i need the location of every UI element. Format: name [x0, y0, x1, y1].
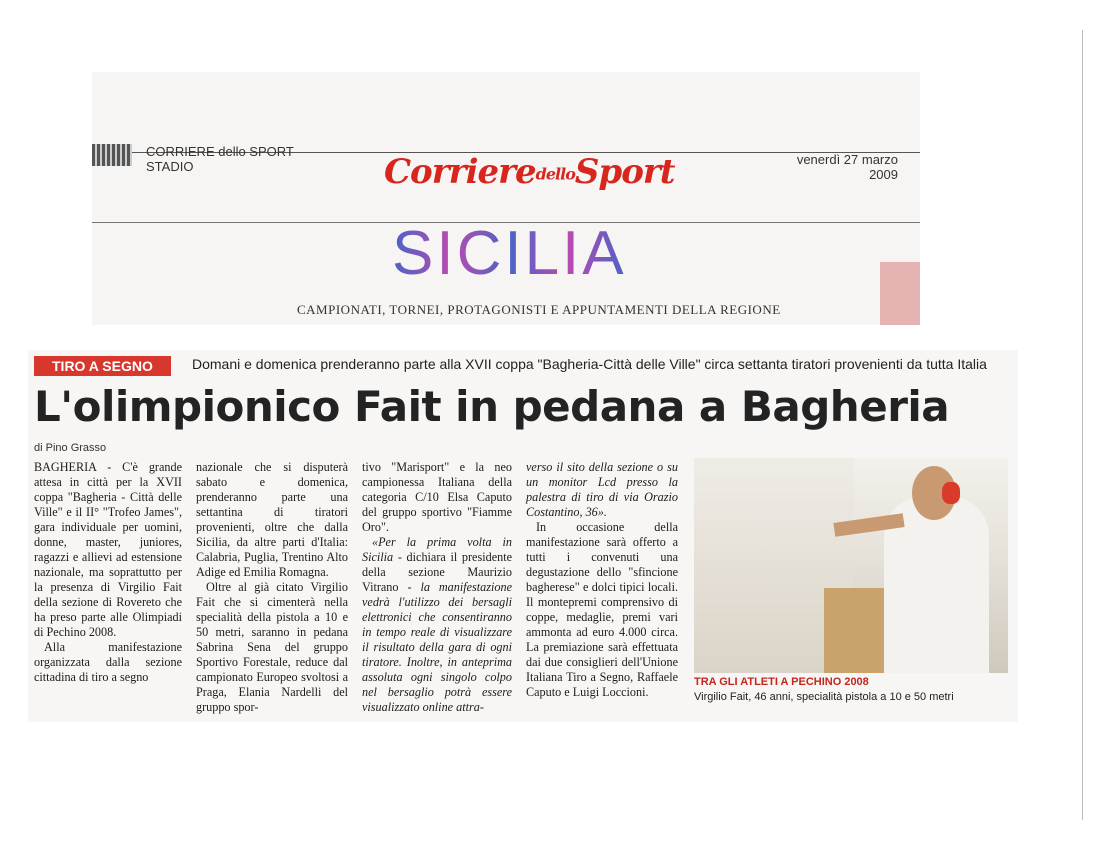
column-3-paragraph-1: tivo "Marisport" e la neo campionessa Italiana della categoria C/10 Elsa Caputo del gruppo sportivo "Fiamme Oro".: [362, 460, 512, 534]
ear-protector-icon: [942, 482, 960, 504]
quote-part-2: la manifestazione vedrà l'utilizzo dei bersagli elettronici che consentiranno in tempo reale di visualizzare il risultato della gara di ogni tiratore. Inoltre, in anteprima assoluta ogni singolo colpo nel bersaglio potrà essere visualizzato online attra-: [362, 580, 512, 714]
column-1-paragraph-1: BAGHERIA - C'è grande attesa in città per la XVII coppa "Bagheria - Città delle Ville" e il II° "Trofeo James", gara individuale per uomini, donne, master, juniores, ragazzi e allievi ad estensione nazionale, ma soprattutto per la presenza di Virgilio Fait della sezione di Rovereto che ha preso parte alle Olimpiadi di Pechino 2008.: [34, 460, 182, 639]
publication-edition: STADIO: [146, 159, 194, 174]
quote-part-3: verso il sito della sezione o su un monitor Lcd presso la palestra di tiro di via Orazio Costantino, 36».: [526, 460, 678, 519]
photo-caption-kicker: TRA GLI ATLETI A PECHINO 2008: [694, 676, 869, 688]
athlete-photo: [694, 458, 1008, 673]
article-occhiello: Domani e domenica prenderanno parte alla XVII coppa "Bagheria-Città delle Ville" circa settanta tiratori provenienti da tutta Italia: [192, 356, 987, 372]
section-title: SICILIA: [392, 219, 627, 288]
corriere-dello-sport-logo: [384, 152, 675, 192]
article-column-1: [34, 460, 182, 685]
column-1-paragraph-2: Alla manifestazione organizzata dalla sezione cittadina di tiro a segno: [34, 640, 182, 684]
issue-date: [797, 152, 898, 182]
article-byline: di Pino Grasso: [34, 442, 107, 454]
issue-date-day: venerdì 27 marzo: [796, 152, 898, 167]
column-2-paragraph-2: Oltre al già citato Virgilio Fait che si cimenterà nella specialità della pistola a 10 e 50 metri, saranno in pedana Sabrina Sena del gruppo Sportivo Forestale, reduce dal campionato Europeo svoltosi a Praga, Elania Nardelli del gruppo spor-: [196, 580, 348, 714]
publication-title: CORRIERE dello SPORT: [146, 144, 294, 159]
column-3-paragraph-2: [362, 535, 512, 715]
article-headline: L'olimpionico Fait in pedana a Bagheria: [34, 382, 950, 431]
logo-word-dello: dello: [535, 164, 575, 184]
section-subtitle: CAMPIONATI, TORNEI, PROTAGONISTI E APPUNTAMENTI DELLA REGIONE: [297, 302, 781, 317]
bleed-through-red-area: [880, 262, 920, 325]
scan-edge-line: [1082, 30, 1083, 820]
issue-date-year: 2009: [869, 167, 898, 182]
column-2-paragraph-1: nazionale che si disputerà sabato e domenica, prenderanno parte una settantina di tiratori provenienti, oltre che dalla Sicilia, da altre parti d'Italia: Calabria, Puglia, Trentino Alto Adige ed Emilia Romagna.: [196, 460, 348, 579]
article-column-2: [196, 460, 348, 715]
quote-part-1: «Per la prima volta in Sicilia: [362, 535, 512, 564]
newspaper-masthead-clipping: [92, 72, 920, 325]
logo-word-corriere: Corriere: [384, 152, 536, 192]
article-clipping: [28, 350, 1018, 722]
column-4-paragraph-2: In occasione della manifestazione sarà offerto a tutti i convenuti una degustazione dello "sfincione bagherese" e dolci tipici locali. Il montepremi comprensivo di coppe, medaglie, premi vari ammonta ad euro 4.000 circa. La premiazione sarà effettuata dai due consiglieri dell'Unione Italiana Tiro a Segno, Raffaele Caputo e Luigi Loccioni.: [526, 520, 678, 699]
photo-caption: Virgilio Fait, 46 anni, specialità pistola a 10 e 50 metri: [694, 691, 954, 703]
article-column-3: [362, 460, 512, 715]
article-kicker: TIRO A SEGNO: [34, 356, 171, 376]
publication-pattern-icon: [92, 144, 132, 166]
column-4-paragraph-1: [526, 460, 678, 520]
quote-attribution: - dichiara il presidente della sezione Maurizio Vitrano -: [362, 550, 512, 594]
article-column-4: [526, 460, 678, 700]
logo-word-sport: Sport: [574, 152, 675, 192]
publication-name: [146, 144, 294, 174]
